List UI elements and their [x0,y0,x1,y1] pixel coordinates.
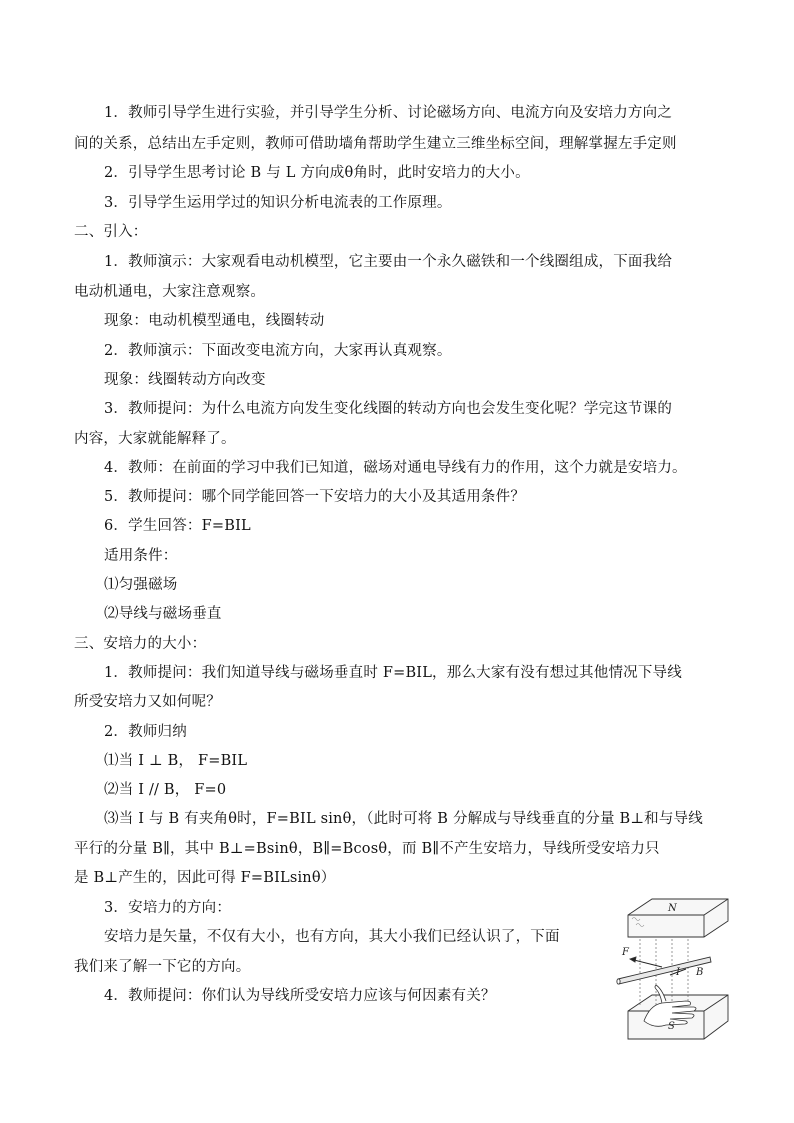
paragraph-line: 安培力是矢量，不仅有大小，也有方向，其大小我们已经认识了，下面 [104,929,560,945]
paragraph-line: 现象：线圈转动方向改变 [104,372,266,388]
section-heading: 二、引入： [74,224,148,240]
paragraph-line: 5．教师提问：哪个同学能回答一下安培力的大小及其适用条件？ [104,489,526,505]
paragraph-line: 6．学生回答：F=BIL [104,518,251,534]
north-pole-label: N [668,903,677,914]
list-item: ⑴当 I ⊥ B， F=BIL [104,753,248,769]
paragraph-line: 适用条件： [104,548,178,564]
paragraph-line: 2．教师演示：下面改变电流方向，大家再认真观察。 [104,343,452,359]
paragraph-line: 4．教师：在前面的学习中我们已知道，磁场对通电导线有力的作用，这个力就是安培力。 [104,460,687,476]
paragraph-line: 1．教师引导学生进行实验，并引导学生分析、讨论磁场方向、电流方向及安培力方向之 [104,105,673,121]
paragraph-line: 平行的分量 B∥，其中 B⊥=Bsinθ，B∥=Bcosθ，而 B∥不产生安培力，导线所受安培力只 [74,841,660,857]
field-label: B [696,967,704,978]
force-label: F [622,947,629,958]
paragraph-line: 3．教师提问：为什么电流方向发生变化线圈的转动方向也会发生变化呢？学完这节课的 [104,401,673,417]
list-item: ⑵当 I // B， F=0 [104,782,227,798]
paragraph-line: 间的关系，总结出左手定则，教师可借助墙角帮助学生建立三维坐标空间，理解掌握左手定则 [74,136,677,152]
paragraph-line: 2．教师归纳 [104,724,187,740]
south-pole-label: S [668,1021,675,1032]
paragraph-line: 2．引导学生思考讨论 B 与 L 方向成θ角时，此时安培力的大小。 [104,165,530,181]
paragraph-line: 4．教师提问：你们认为导线所受安培力应该与何因素有关？ [104,988,496,1004]
list-item: ⑴匀强磁场 [104,577,178,593]
paragraph-line: 3．安培力的方向： [104,900,232,916]
paragraph-line: 电动机通电，大家注意观察。 [74,284,266,300]
paragraph-line: 现象：电动机模型通电，线圈转动 [104,313,325,329]
section-heading: 三、安培力的大小： [74,636,207,652]
paragraph-line: 1．教师提问：我们知道导线与磁场垂直时 F=BIL，那么大家有没有想过其他情况下导线 [104,665,682,681]
list-item: ⑵导线与磁场垂直 [104,606,222,622]
paragraph-line: 是 B⊥产生的，因此可得 F=BILsinθ） [74,870,336,886]
current-label: I [676,967,680,978]
list-item: ⑶当 I 与 B 有夹角θ时，F=BIL sinθ，（此时可将 B 分解成与导线垂直的分量 B⊥和与导线 [104,811,703,827]
paragraph-line: 我们来了解一下它的方向。 [74,959,251,975]
paragraph-line: 1．教师演示：大家观看电动机模型，它主要由一个永久磁铁和一个线圈组成，下面我给 [104,254,673,270]
paragraph-line: 3．引导学生运用学过的知识分析电流表的工作原理。 [104,195,452,211]
left-hand-rule-figure [610,893,736,1045]
paragraph-line: 所受安培力又如何呢？ [74,694,221,710]
paragraph-line: 内容，大家就能解释了。 [74,431,236,447]
magnet-north-block [628,899,728,937]
